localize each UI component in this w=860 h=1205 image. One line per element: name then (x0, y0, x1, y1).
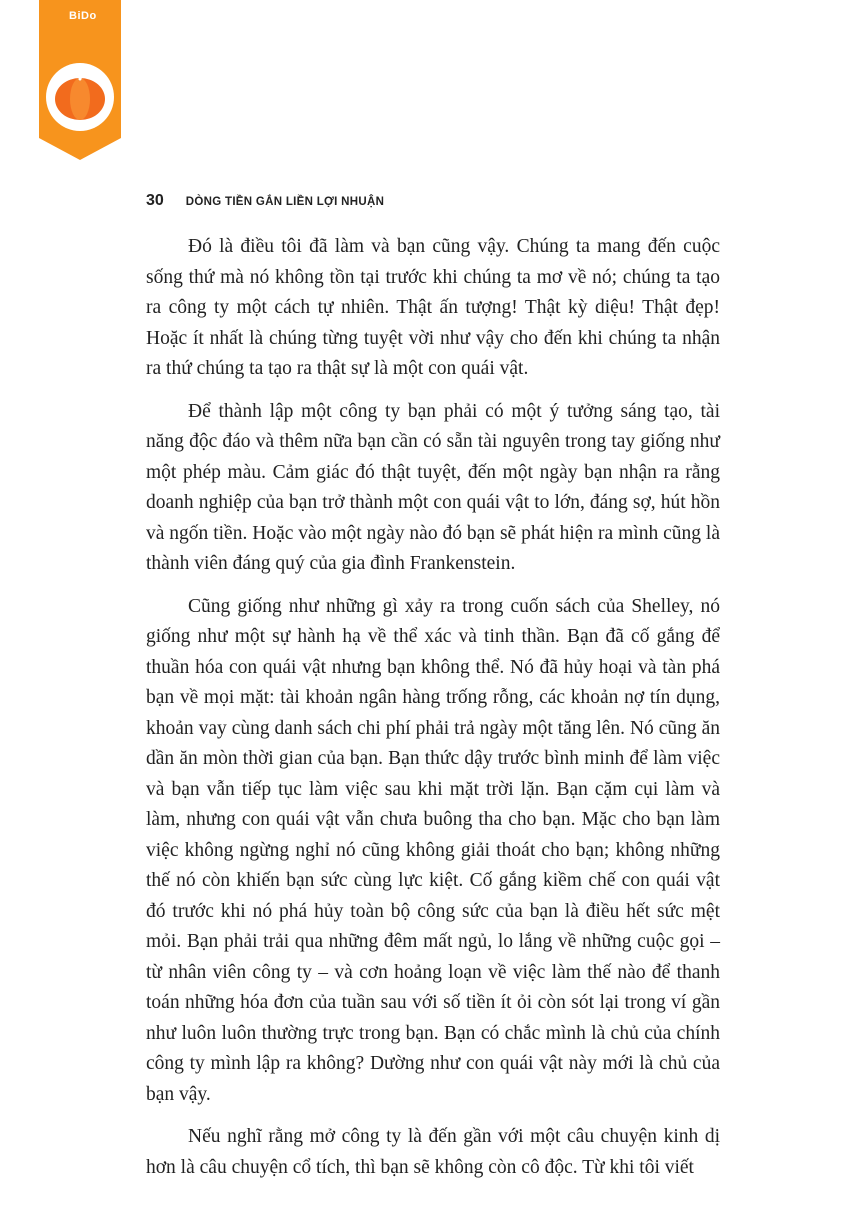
page-header (146, 192, 384, 210)
paragraph: Đó là điều tôi đã làm và bạn cũng vậy. Chúng ta mang đến cuộc sống thứ mà nó không tồn tại trước khi chúng ta mơ về nó; chúng ta tạo ra công ty một cách tự nhiên. Thật ấn tượng! Thật kỳ diệu! Thật đẹp! Hoặc ít nhất là chúng từng tuyệt vời như vậy cho đến khi chúng ta nhận ra thứ chúng ta tạo ra thật sự là một con quái vật. (146, 236, 720, 379)
page-number: 30 (146, 192, 164, 209)
bookmark-ribbon (39, 0, 121, 160)
paragraph: Nếu nghĩ rằng mở công ty là đến gần với một câu chuyện kinh dị hơn là câu chuyện cổ tích, thì bạn sẽ không còn cô độc. Từ khi tôi viết (146, 1126, 720, 1178)
running-title: DÒNG TIỀN GẮN LIỀN LỢI NHUẬN (185, 196, 385, 208)
paragraph: Để thành lập một công ty bạn phải có một ý tưởng sáng tạo, tài năng độc đáo và thêm nữa bạn cần có sẵn tài nguyên trong tay giống như một phép màu. Cảm giác đó thật tuyệt, đến một ngày bạn nhận ra rằng doanh nghiệp của bạn trở thành một con quái vật to lớn, đáng sợ, hút hồn và ngốn tiền. Hoặc vào một ngày nào đó bạn sẽ phát hiện ra mình cũng là thành viên đáng quý của gia đình Frankenstein. (146, 400, 720, 574)
body-text (146, 232, 720, 1195)
paragraph: Cũng giống như những gì xảy ra trong cuốn sách của Shelley, nó giống như một sự hành hạ về thể xác và tinh thần. Bạn đã cố gắng để thuần hóa con quái vật nhưng bạn không thể. Nó đã hủy hoại và tàn phá bạn về mọi mặt: tài khoản ngân hàng trống rỗng, các khoản nợ tín dụng, khoản vay cùng danh sách chi phí phải trả ngày một tăng lên. Nó cũng ăn dần ăn mòn thời gian của bạn. Bạn thức dậy trước bình minh để làm việc và bạn vẫn tiếp tục làm việc sau khi mặt trời lặn. Bạn cặm cụi làm và làm, nhưng con quái vật vẫn chưa buông tha cho bạn. Mặc cho bạn làm việc không ngừng nghỉ nó cũng không giải thoát cho bạn; không những thế nó còn khiến bạn sức cùng lực kiệt. Cố gắng kiềm chế con quái vật đó trước khi nó phá hủy toàn bộ công sức của bạn là điều hết sức mệt mỏi. Bạn phải trải qua những đêm mất ngủ, lo lắng về những cuộc gọi – từ nhân viên công ty – và cơn hoảng loạn về việc làm thế nào để thanh toán những hóa đơn của tuần sau với số tiền ít ỏi còn sót lại trong ví gần như luôn luôn thường trực trong bạn. Bạn có chắc mình là chủ của chính công ty mình lập ra không? Dường như con quái vật này mới là chủ của bạn vậy. (146, 595, 720, 1105)
brand-badge (39, 0, 121, 160)
brand-logo-text: BiDo (69, 10, 97, 22)
